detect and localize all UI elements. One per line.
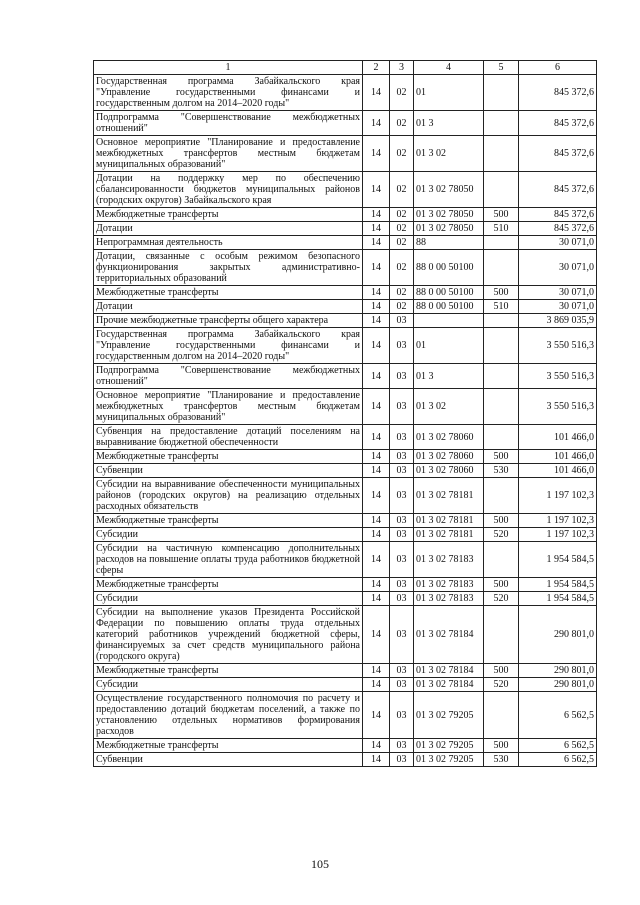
item-name-cell: Субсидии на выполнение указов Президента Российской Федерации по повышению оплаты труда отдельных категорий работников учреждений бюджетной сферы, финансируемых за счет средств муниципального района (городского округа) bbox=[94, 606, 363, 664]
expense-type-code-cell: 500 bbox=[484, 450, 519, 464]
amount-cell: 3 550 516,3 bbox=[519, 389, 597, 425]
expense-type-code-cell bbox=[484, 425, 519, 450]
section-code-cell: 14 bbox=[363, 692, 390, 739]
section-code-cell: 14 bbox=[363, 172, 390, 208]
section-code-cell: 14 bbox=[363, 528, 390, 542]
amount-cell: 3 869 035,9 bbox=[519, 314, 597, 328]
target-item-code-cell: 01 3 02 78184 bbox=[414, 664, 484, 678]
target-item-code-cell: 01 3 02 bbox=[414, 389, 484, 425]
amount-cell: 101 466,0 bbox=[519, 450, 597, 464]
amount-cell: 6 562,5 bbox=[519, 692, 597, 739]
table-row bbox=[94, 222, 597, 236]
item-name-cell: Основное мероприятие "Планирование и предоставление межбюджетных трансфертов местным бюджетам муниципальных образований" bbox=[94, 136, 363, 172]
target-item-code-cell: 01 3 02 78181 bbox=[414, 528, 484, 542]
section-code-cell: 14 bbox=[363, 450, 390, 464]
section-code-cell: 14 bbox=[363, 478, 390, 514]
target-item-code-cell: 01 3 02 78060 bbox=[414, 425, 484, 450]
item-name-cell: Субсидии на частичную компенсацию дополнительных расходов на повышение оплаты труда работников бюджетной сферы bbox=[94, 542, 363, 578]
target-item-code-cell: 01 bbox=[414, 328, 484, 364]
target-item-code-cell: 88 bbox=[414, 236, 484, 250]
target-item-code-cell: 01 3 02 78184 bbox=[414, 606, 484, 664]
section-code-cell: 14 bbox=[363, 328, 390, 364]
table-row bbox=[94, 578, 597, 592]
column-header: 3 bbox=[390, 61, 414, 75]
amount-cell: 101 466,0 bbox=[519, 464, 597, 478]
table-row bbox=[94, 739, 597, 753]
subsection-code-cell: 02 bbox=[390, 300, 414, 314]
expense-type-code-cell bbox=[484, 250, 519, 286]
amount-cell: 1 197 102,3 bbox=[519, 478, 597, 514]
subsection-code-cell: 03 bbox=[390, 606, 414, 664]
item-name-cell: Непрограммная деятельность bbox=[94, 236, 363, 250]
target-item-code-cell: 01 3 02 79205 bbox=[414, 753, 484, 767]
amount-cell: 845 372,6 bbox=[519, 208, 597, 222]
amount-cell: 1 954 584,5 bbox=[519, 578, 597, 592]
subsection-code-cell: 03 bbox=[390, 542, 414, 578]
expense-type-code-cell: 500 bbox=[484, 286, 519, 300]
item-name-cell: Субсидии bbox=[94, 528, 363, 542]
target-item-code-cell: 01 3 02 78050 bbox=[414, 222, 484, 236]
item-name-cell: Межбюджетные трансферты bbox=[94, 286, 363, 300]
column-header: 5 bbox=[484, 61, 519, 75]
amount-cell: 845 372,6 bbox=[519, 75, 597, 111]
expense-type-code-cell: 500 bbox=[484, 514, 519, 528]
expense-type-code-cell: 530 bbox=[484, 464, 519, 478]
subsection-code-cell: 03 bbox=[390, 514, 414, 528]
expense-type-code-cell: 520 bbox=[484, 678, 519, 692]
item-name-cell: Основное мероприятие "Планирование и предоставление межбюджетных трансфертов местным бюджетам муниципальных образований" bbox=[94, 389, 363, 425]
amount-cell: 3 550 516,3 bbox=[519, 328, 597, 364]
section-code-cell: 14 bbox=[363, 514, 390, 528]
item-name-cell: Субсидии bbox=[94, 592, 363, 606]
section-code-cell: 14 bbox=[363, 739, 390, 753]
item-name-cell: Межбюджетные трансферты bbox=[94, 514, 363, 528]
expense-type-code-cell bbox=[484, 136, 519, 172]
item-name-cell: Дотации bbox=[94, 300, 363, 314]
item-name-cell: Межбюджетные трансферты bbox=[94, 450, 363, 464]
table-row bbox=[94, 364, 597, 389]
column-header: 1 bbox=[94, 61, 363, 75]
column-header: 6 bbox=[519, 61, 597, 75]
expense-type-code-cell: 520 bbox=[484, 528, 519, 542]
target-item-code-cell: 01 3 02 bbox=[414, 136, 484, 172]
table-row bbox=[94, 250, 597, 286]
item-name-cell: Государственная программа Забайкальского края "Управление государственными финансами и государственным долгом на 2014–2020 годы" bbox=[94, 328, 363, 364]
item-name-cell: Межбюджетные трансферты bbox=[94, 739, 363, 753]
expense-type-code-cell bbox=[484, 389, 519, 425]
section-code-cell: 14 bbox=[363, 578, 390, 592]
table-row bbox=[94, 300, 597, 314]
expense-type-code-cell bbox=[484, 314, 519, 328]
item-name-cell: Подпрограмма "Совершенствование межбюджетных отношений" bbox=[94, 111, 363, 136]
section-code-cell: 14 bbox=[363, 753, 390, 767]
section-code-cell: 14 bbox=[363, 236, 390, 250]
table-row bbox=[94, 592, 597, 606]
target-item-code-cell: 01 3 02 78181 bbox=[414, 478, 484, 514]
table-row bbox=[94, 678, 597, 692]
table-row bbox=[94, 75, 597, 111]
subsection-code-cell: 02 bbox=[390, 172, 414, 208]
target-item-code-cell: 01 3 02 79205 bbox=[414, 739, 484, 753]
target-item-code-cell: 88 0 00 50100 bbox=[414, 250, 484, 286]
expense-type-code-cell: 500 bbox=[484, 578, 519, 592]
expense-type-code-cell: 510 bbox=[484, 222, 519, 236]
column-header: 4 bbox=[414, 61, 484, 75]
table-row bbox=[94, 542, 597, 578]
section-code-cell: 14 bbox=[363, 542, 390, 578]
column-header: 2 bbox=[363, 61, 390, 75]
amount-cell: 845 372,6 bbox=[519, 111, 597, 136]
item-name-cell: Субвенция на предоставление дотаций поселениям на выравнивание бюджетной обеспеченности bbox=[94, 425, 363, 450]
section-code-cell: 14 bbox=[363, 286, 390, 300]
item-name-cell: Прочие межбюджетные трансферты общего характера bbox=[94, 314, 363, 328]
subsection-code-cell: 02 bbox=[390, 111, 414, 136]
expense-type-code-cell: 520 bbox=[484, 592, 519, 606]
expense-type-code-cell bbox=[484, 692, 519, 739]
expense-type-code-cell bbox=[484, 172, 519, 208]
subsection-code-cell: 03 bbox=[390, 389, 414, 425]
target-item-code-cell: 01 3 02 78060 bbox=[414, 450, 484, 464]
subsection-code-cell: 03 bbox=[390, 328, 414, 364]
subsection-code-cell: 02 bbox=[390, 75, 414, 111]
target-item-code-cell: 01 3 02 78050 bbox=[414, 172, 484, 208]
amount-cell: 1 197 102,3 bbox=[519, 514, 597, 528]
section-code-cell: 14 bbox=[363, 389, 390, 425]
table-row bbox=[94, 478, 597, 514]
target-item-code-cell: 01 3 bbox=[414, 111, 484, 136]
subsection-code-cell: 03 bbox=[390, 739, 414, 753]
expense-type-code-cell: 530 bbox=[484, 753, 519, 767]
expense-type-code-cell: 500 bbox=[484, 208, 519, 222]
subsection-code-cell: 02 bbox=[390, 222, 414, 236]
item-name-cell: Субвенции bbox=[94, 464, 363, 478]
target-item-code-cell: 01 3 02 78050 bbox=[414, 208, 484, 222]
item-name-cell: Государственная программа Забайкальского края "Управление государственными финансами и государственным долгом на 2014–2020 годы" bbox=[94, 75, 363, 111]
section-code-cell: 14 bbox=[363, 678, 390, 692]
subsection-code-cell: 02 bbox=[390, 286, 414, 300]
section-code-cell: 14 bbox=[363, 111, 390, 136]
section-code-cell: 14 bbox=[363, 606, 390, 664]
subsection-code-cell: 02 bbox=[390, 236, 414, 250]
target-item-code-cell: 88 0 00 50100 bbox=[414, 300, 484, 314]
subsection-code-cell: 03 bbox=[390, 592, 414, 606]
expense-type-code-cell bbox=[484, 328, 519, 364]
target-item-code-cell: 01 3 02 78181 bbox=[414, 514, 484, 528]
target-item-code-cell: 01 3 02 78183 bbox=[414, 578, 484, 592]
amount-cell: 290 801,0 bbox=[519, 606, 597, 664]
expense-type-code-cell bbox=[484, 606, 519, 664]
subsection-code-cell: 03 bbox=[390, 464, 414, 478]
target-item-code-cell: 01 3 02 78060 bbox=[414, 464, 484, 478]
table-row bbox=[94, 208, 597, 222]
amount-cell: 290 801,0 bbox=[519, 664, 597, 678]
amount-cell: 30 071,0 bbox=[519, 250, 597, 286]
target-item-code-cell: 01 3 bbox=[414, 364, 484, 389]
budget-table bbox=[93, 60, 597, 767]
expense-type-code-cell bbox=[484, 542, 519, 578]
page-number: 105 bbox=[311, 857, 329, 871]
subsection-code-cell: 03 bbox=[390, 314, 414, 328]
table-row bbox=[94, 692, 597, 739]
section-code-cell: 14 bbox=[363, 314, 390, 328]
section-code-cell: 14 bbox=[363, 592, 390, 606]
section-code-cell: 14 bbox=[363, 75, 390, 111]
table-row bbox=[94, 514, 597, 528]
item-name-cell: Межбюджетные трансферты bbox=[94, 578, 363, 592]
target-item-code-cell: 01 3 02 79205 bbox=[414, 692, 484, 739]
table-body bbox=[94, 75, 597, 767]
table-row bbox=[94, 425, 597, 450]
section-code-cell: 14 bbox=[363, 664, 390, 678]
table-row bbox=[94, 172, 597, 208]
table-row bbox=[94, 136, 597, 172]
subsection-code-cell: 03 bbox=[390, 364, 414, 389]
amount-cell: 845 372,6 bbox=[519, 222, 597, 236]
subsection-code-cell: 03 bbox=[390, 664, 414, 678]
table-row bbox=[94, 753, 597, 767]
table-row bbox=[94, 236, 597, 250]
table-row bbox=[94, 606, 597, 664]
expense-type-code-cell bbox=[484, 111, 519, 136]
subsection-code-cell: 03 bbox=[390, 678, 414, 692]
subsection-code-cell: 03 bbox=[390, 478, 414, 514]
section-code-cell: 14 bbox=[363, 425, 390, 450]
amount-cell: 1 954 584,5 bbox=[519, 592, 597, 606]
subsection-code-cell: 02 bbox=[390, 250, 414, 286]
section-code-cell: 14 bbox=[363, 364, 390, 389]
section-code-cell: 14 bbox=[363, 300, 390, 314]
subsection-code-cell: 02 bbox=[390, 208, 414, 222]
table-row bbox=[94, 464, 597, 478]
table-row bbox=[94, 389, 597, 425]
expense-type-code-cell bbox=[484, 75, 519, 111]
table-row bbox=[94, 286, 597, 300]
item-name-cell: Подпрограмма "Совершенствование межбюджетных отношений" bbox=[94, 364, 363, 389]
expense-type-code-cell bbox=[484, 364, 519, 389]
expense-type-code-cell: 500 bbox=[484, 664, 519, 678]
subsection-code-cell: 03 bbox=[390, 425, 414, 450]
section-code-cell: 14 bbox=[363, 222, 390, 236]
item-name-cell: Межбюджетные трансферты bbox=[94, 208, 363, 222]
item-name-cell: Дотации bbox=[94, 222, 363, 236]
table-row bbox=[94, 450, 597, 464]
amount-cell: 6 562,5 bbox=[519, 739, 597, 753]
target-item-code-cell: 01 bbox=[414, 75, 484, 111]
item-name-cell: Субвенции bbox=[94, 753, 363, 767]
amount-cell: 30 071,0 bbox=[519, 236, 597, 250]
section-code-cell: 14 bbox=[363, 250, 390, 286]
subsection-code-cell: 02 bbox=[390, 136, 414, 172]
subsection-code-cell: 03 bbox=[390, 528, 414, 542]
subsection-code-cell: 03 bbox=[390, 578, 414, 592]
amount-cell: 101 466,0 bbox=[519, 425, 597, 450]
target-item-code-cell: 88 0 00 50100 bbox=[414, 286, 484, 300]
item-name-cell: Осуществление государственного полномочия по расчету и предоставлению дотаций бюджетам поселений, а также по установлению отдельных нормативов формирования расходов bbox=[94, 692, 363, 739]
section-code-cell: 14 bbox=[363, 208, 390, 222]
amount-cell: 30 071,0 bbox=[519, 300, 597, 314]
table-row bbox=[94, 328, 597, 364]
table-row bbox=[94, 314, 597, 328]
target-item-code-cell: 01 3 02 78184 bbox=[414, 678, 484, 692]
expense-type-code-cell: 510 bbox=[484, 300, 519, 314]
target-item-code-cell: 01 3 02 78183 bbox=[414, 542, 484, 578]
subsection-code-cell: 03 bbox=[390, 753, 414, 767]
expense-type-code-cell bbox=[484, 236, 519, 250]
section-code-cell: 14 bbox=[363, 136, 390, 172]
amount-cell: 3 550 516,3 bbox=[519, 364, 597, 389]
subsection-code-cell: 03 bbox=[390, 450, 414, 464]
expense-type-code-cell: 500 bbox=[484, 739, 519, 753]
item-name-cell: Субсидии bbox=[94, 678, 363, 692]
amount-cell: 845 372,6 bbox=[519, 136, 597, 172]
amount-cell: 845 372,6 bbox=[519, 172, 597, 208]
table-row bbox=[94, 111, 597, 136]
target-item-code-cell: 01 3 02 78183 bbox=[414, 592, 484, 606]
section-code-cell: 14 bbox=[363, 464, 390, 478]
item-name-cell: Дотации на поддержку мер по обеспечению сбалансированности бюджетов муниципальных районов (городских округов) Забайкальского края bbox=[94, 172, 363, 208]
amount-cell: 1 954 584,5 bbox=[519, 542, 597, 578]
target-item-code-cell bbox=[414, 314, 484, 328]
amount-cell: 1 197 102,3 bbox=[519, 528, 597, 542]
amount-cell: 6 562,5 bbox=[519, 753, 597, 767]
table-row bbox=[94, 664, 597, 678]
expense-type-code-cell bbox=[484, 478, 519, 514]
table-row bbox=[94, 528, 597, 542]
item-name-cell: Межбюджетные трансферты bbox=[94, 664, 363, 678]
amount-cell: 30 071,0 bbox=[519, 286, 597, 300]
item-name-cell: Дотации, связанные с особым режимом безопасного функционирования закрытых административно-территориальных образований bbox=[94, 250, 363, 286]
column-number-row bbox=[94, 61, 597, 75]
amount-cell: 290 801,0 bbox=[519, 678, 597, 692]
subsection-code-cell: 03 bbox=[390, 692, 414, 739]
item-name-cell: Субсидии на выравнивание обеспеченности муниципальных районов (городских округов) на реализацию отдельных расходных обязательств bbox=[94, 478, 363, 514]
